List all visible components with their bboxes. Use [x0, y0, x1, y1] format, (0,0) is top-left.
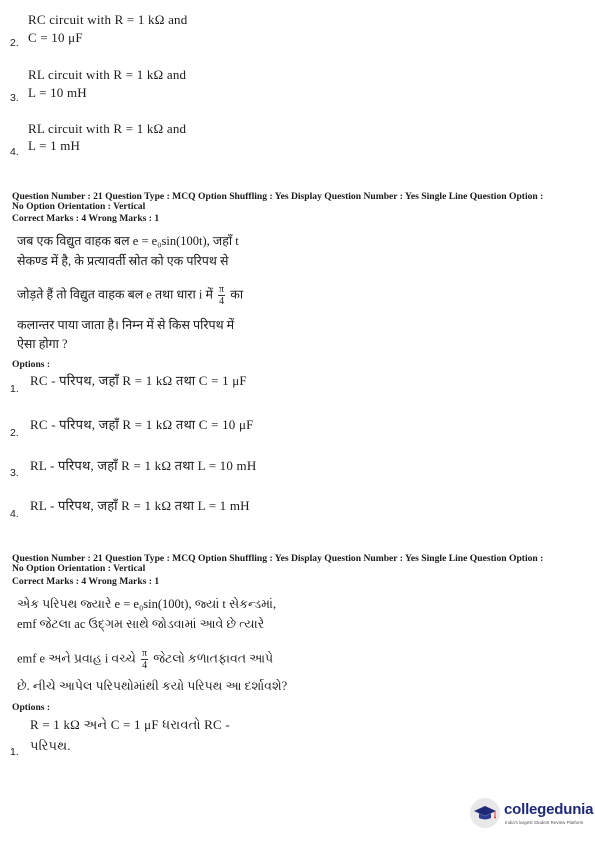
option-2[interactable]: [10, 417, 270, 439]
option-3[interactable]: [10, 458, 270, 480]
question-text-line3b: જેટલો કળાતફાવત આપે: [153, 651, 274, 666]
options-label: Options :: [12, 359, 51, 370]
question-meta-line2: No Option Orientation : Vertical: [12, 563, 146, 574]
option-3-text: RL - परिपथ, जहाँ R = 1 kΩ तथा L = 10 mH: [30, 458, 257, 473]
question-text-line5: ऐसा होगा ?: [17, 337, 68, 351]
question-text-line3a: जोड़ते हैं तो विद्युत वाहक बल e तथा धारा i में: [17, 287, 213, 302]
question-text-line4: कलान्तर पाया जाता है। निम्न में से किस परिपथ में: [17, 318, 235, 332]
question-text-line3a: emf e અને પ્રવાહ i વચ્ચે: [17, 651, 136, 666]
question-meta: Question Number : 21 Question Type : MCQ Option Shuffling : Yes Display Question Number : Yes Single Line Question Option :: [12, 191, 544, 202]
question-text-line4: છે. નીચે આપેલ પરિપથોમાંથી કયો પરિપથ આ દર્શાવશે?: [17, 679, 288, 693]
question-text-line1: એક પરિપથ જ્યારે e = e₀sin(100t), જ્યાં t સેકન્ડમાં,: [17, 597, 277, 611]
options-label: Options :: [12, 702, 51, 713]
option-2-number: 2.: [10, 427, 19, 439]
prev-option-2[interactable]: [10, 12, 310, 48]
option-1[interactable]: [10, 373, 270, 395]
option-3-number: 3.: [10, 467, 19, 479]
question-text-line2: सेकण्ड में है, के प्रत्यावर्ती स्रोत को एक परिपथ से: [17, 254, 229, 268]
prev-option-4[interactable]: [10, 121, 310, 157]
question-text-line3b: का: [230, 287, 244, 302]
prev-option-4-number: 4.: [10, 146, 19, 158]
option-4-number: 4.: [10, 508, 19, 520]
prev-option-3-line2: L = 10 mH: [28, 85, 87, 100]
option-4-text: RL - परिपथ, जहाँ R = 1 kΩ तथा L = 1 mH: [30, 498, 250, 513]
option-1-line2: પરિપથ.: [30, 738, 71, 753]
pi-over-4-fraction: $\frac{\pi}{4}$: [219, 284, 225, 307]
graduation-cap-icon: [470, 798, 500, 828]
question-text-line3: [17, 648, 273, 671]
question-marks: Correct Marks : 4 Wrong Marks : 1: [12, 576, 160, 587]
question-meta-line2: No Option Orientation : Vertical: [12, 201, 146, 212]
option-4[interactable]: [10, 498, 270, 520]
option-2-text: RC - परिपथ, जहाँ R = 1 kΩ तथा C = 10 μF: [30, 417, 254, 432]
prev-option-4-line1: RL circuit with R = 1 kΩ and: [28, 121, 187, 136]
prev-option-4-line2: L = 1 mH: [28, 138, 81, 153]
question-text-line1: जब एक विद्युत वाहक बल e = e₀sin(100t), जहाँ t: [17, 234, 239, 248]
question-meta: Question Number : 21 Question Type : MCQ Option Shuffling : Yes Display Question Number : Yes Single Line Question Option :: [12, 553, 544, 564]
question-text-line3: [17, 284, 243, 307]
brand-logo[interactable]: [470, 796, 594, 832]
prev-option-3-number: 3.: [10, 92, 19, 104]
prev-option-3-line1: RL circuit with R = 1 kΩ and: [28, 67, 187, 82]
option-1-line1: R = 1 kΩ અને C = 1 μF ધરાવતો RC -: [30, 717, 230, 732]
question-text-line2: emf જેટલા ac ઉદ્ગમ સાથે જોડવામાં આવે છે ત્યારે: [17, 617, 265, 631]
option-1-text: RC - परिपथ, जहाँ R = 1 kΩ तथा C = 1 μF: [30, 373, 247, 388]
prev-option-2-line2: C = 10 μF: [28, 30, 83, 45]
option-1-number: 1.: [10, 383, 19, 395]
option-1-number: 1.: [10, 746, 19, 758]
prev-option-2-number: 2.: [10, 37, 19, 49]
pi-over-4-fraction: $\frac{\pi}{4}$: [142, 648, 148, 671]
brand-tagline: India's largest Student Review Platform: [505, 820, 584, 825]
question-marks: Correct Marks : 4 Wrong Marks : 1: [12, 213, 160, 224]
prev-option-3[interactable]: [10, 67, 310, 103]
option-1[interactable]: [10, 717, 310, 761]
brand-name: collegedunia: [504, 801, 594, 818]
prev-option-2-line1: RC circuit with R = 1 kΩ and: [28, 12, 188, 27]
